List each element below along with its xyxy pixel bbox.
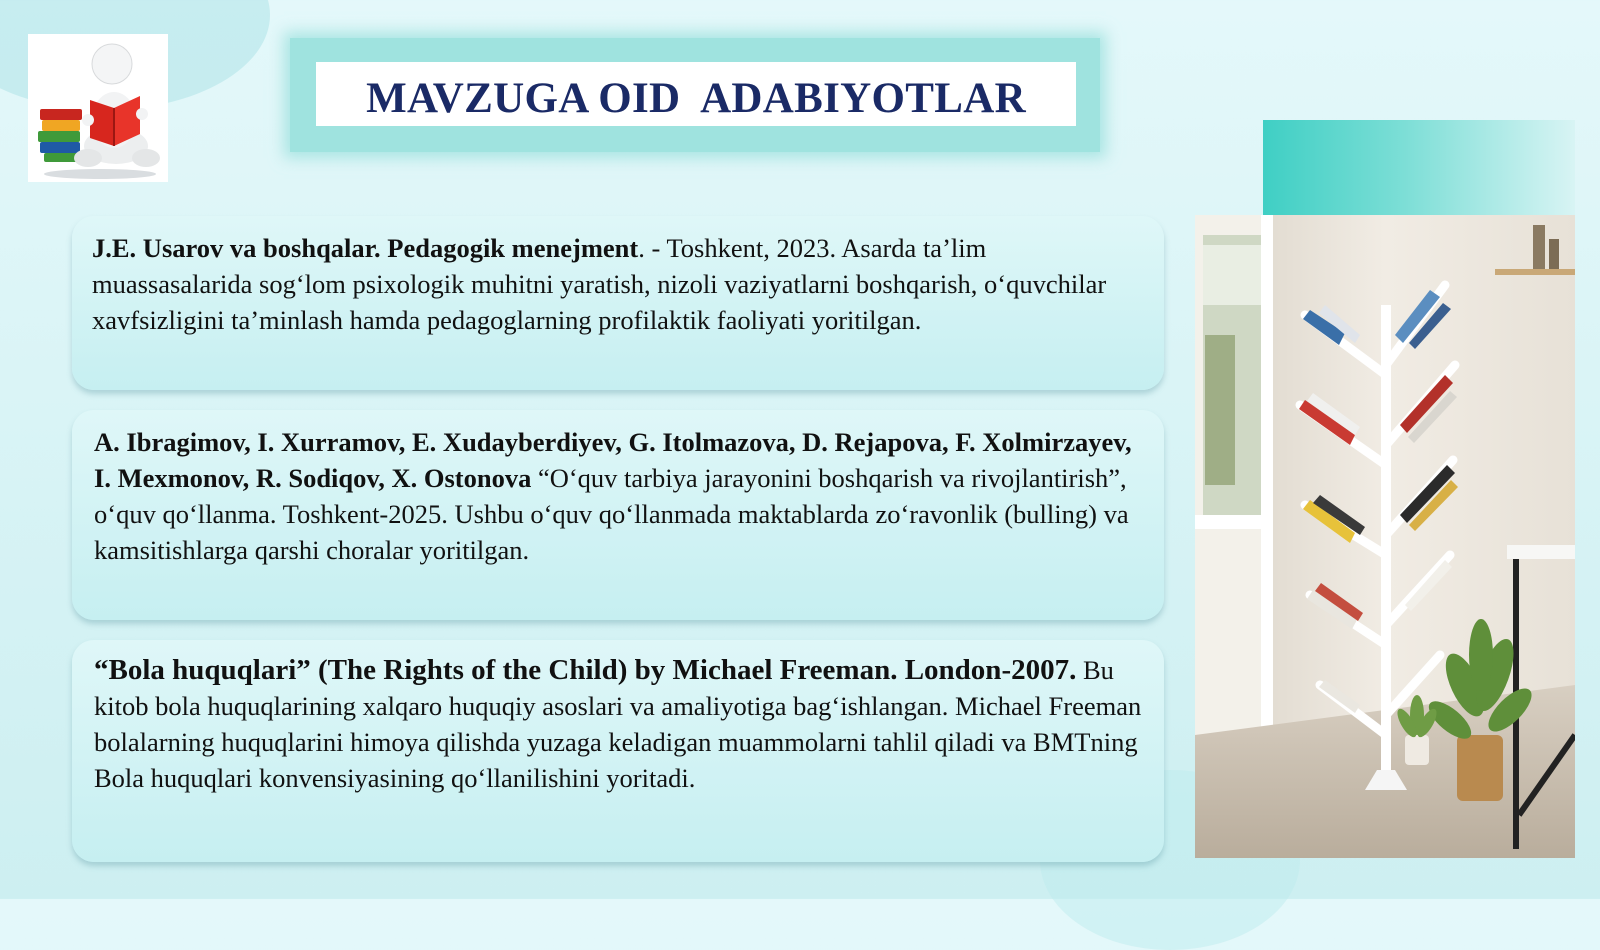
reference-card-1 (72, 216, 1164, 390)
reference-card-3 (72, 640, 1164, 862)
reference-3-description: Bu kitob bola huquqlarining xalqaro huquqiy asoslari va amaliyotiga bag‘ishlangan. Michael Freeman bolalarning huquqlarini himoya qilishda yuzaga keladigan muammolarni tahlil qiladi va BMTning Bola huquqlari konvensiyasining qo‘llanilishini yoritadi. (94, 655, 1142, 793)
reference-card-2 (72, 410, 1164, 620)
title-box (316, 62, 1076, 126)
reference-1-description: . - Toshkent, 2023. Asarda ta’lim muassasalarida sog‘lom psixologik muhitni yaratish, nizoli vaziyatlarni boshqarish, o‘quvchilar xavfsizligini ta’minlash hamda pedagoglarning profilaktik faoliyati yoritilgan. (92, 233, 1107, 335)
reference-1-title: J.E. Usarov va boshqalar. Pedagogik menejment (92, 233, 639, 263)
reference-3-title: “Bola huquqlari” (The Rights of the Child) by Michael Freeman. London-2007. (94, 654, 1077, 686)
tree-bookshelf-photo (1195, 215, 1575, 858)
decorative-teal-band (1263, 120, 1575, 216)
page-title: MAVZUGA OID ADABIYOTLAR (366, 74, 1026, 122)
reference-2-authors: A. Ibragimov, I. Xurramov, E. Xudayberdiyev, G. Itolmazova, D. Rejapova, F. Xolmirzayev, I. Mexmonov, R. Sodiqov, X. Ostonova (94, 427, 1132, 493)
reference-2-description: “O‘quv tarbiya jarayonini boshqarish va rivojlantirish”, o‘quv qo‘llanma. Toshkent-2025. Ushbu o‘quv qo‘llanmada maktablarda zo‘ravonlik (bulling) va kamsitishlarga qarshi choralar yoritilgan. (94, 463, 1129, 565)
person-reading-book-icon (28, 34, 168, 182)
